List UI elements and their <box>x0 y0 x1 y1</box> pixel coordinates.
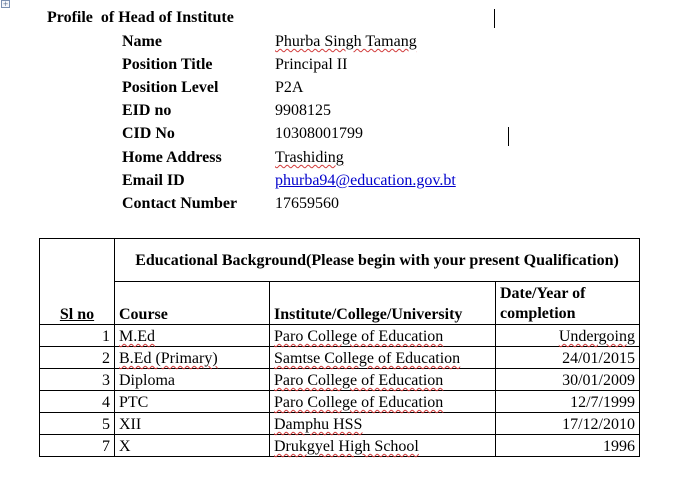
sl-cell: 4 <box>40 391 115 413</box>
date-cell: Undergoing <box>496 325 640 347</box>
cid-value: 10308001799 <box>275 125 363 142</box>
position-level-label: Position Level <box>122 79 219 96</box>
course-cell: X <box>115 435 270 457</box>
email-value[interactable] <box>275 172 456 190</box>
name-value: Phurba Singh Tamang <box>275 33 417 50</box>
institute-cell: Drukgyel High School <box>270 435 496 457</box>
table-row <box>40 347 640 369</box>
table-move-handle-icon[interactable]: + <box>2 0 9 8</box>
position-title-value: Principal II <box>275 56 348 73</box>
text-cursor <box>494 9 495 28</box>
course-cell: B.Ed (Primary) <box>115 347 270 369</box>
date-cell: 17/12/2010 <box>496 413 640 435</box>
contact-number-value: 17659560 <box>275 195 339 212</box>
table-row <box>40 391 640 413</box>
date-cell: 12/7/1999 <box>496 391 640 413</box>
table-row <box>40 369 640 391</box>
eid-value: 9908125 <box>275 102 331 119</box>
course-cell: XII <box>115 413 270 435</box>
sl-cell: 7 <box>40 435 115 457</box>
sl-cell: 3 <box>40 369 115 391</box>
sl-cell: 1 <box>40 325 115 347</box>
contact-number-label: Contact Number <box>122 195 238 212</box>
institute-cell: Paro College of Education <box>270 391 496 413</box>
institute-cell: Paro College of Education <box>270 369 496 391</box>
email-link[interactable]: phurba94@education.gov.bt <box>275 172 456 189</box>
sl-cell: 5 <box>40 413 115 435</box>
course-header: Course <box>115 282 270 325</box>
table-row <box>40 325 640 347</box>
name-label: Name <box>122 33 162 50</box>
education-column-header-row <box>40 282 640 325</box>
text-cursor <box>508 127 509 146</box>
profile-title: Profile of Head of Institute <box>47 9 234 26</box>
education-table <box>39 238 640 457</box>
email-label: Email ID <box>122 172 185 189</box>
home-address-label: Home Address <box>122 149 222 166</box>
sl-header-cell <box>40 239 115 325</box>
cid-label: CID No <box>122 125 175 142</box>
date-cell: 1996 <box>496 435 640 457</box>
sl-header: Sl no <box>59 306 95 323</box>
course-cell: PTC <box>115 391 270 413</box>
education-heading: Educational Background(Please begin with your present Qualification) <box>115 239 640 282</box>
course-cell: Diploma <box>115 369 270 391</box>
date-cell: 30/01/2009 <box>496 369 640 391</box>
institute-cell: Samtse College of Education <box>270 347 496 369</box>
table-row <box>40 435 640 457</box>
date-header: Date/Year of completion <box>496 282 640 325</box>
institute-cell: Damphu HSS <box>270 413 496 435</box>
education-heading-row <box>40 239 640 282</box>
sl-cell: 2 <box>40 347 115 369</box>
home-address-value: Trashiding <box>275 149 344 166</box>
institute-cell: Paro College of Education <box>270 325 496 347</box>
position-level-value: P2A <box>275 79 304 96</box>
date-cell: 24/01/2015 <box>496 347 640 369</box>
eid-label: EID no <box>122 102 172 119</box>
table-row <box>40 413 640 435</box>
institute-header: Institute/College/University <box>270 282 496 325</box>
course-cell: M.Ed <box>115 325 270 347</box>
position-title-label: Position Title <box>122 56 213 73</box>
